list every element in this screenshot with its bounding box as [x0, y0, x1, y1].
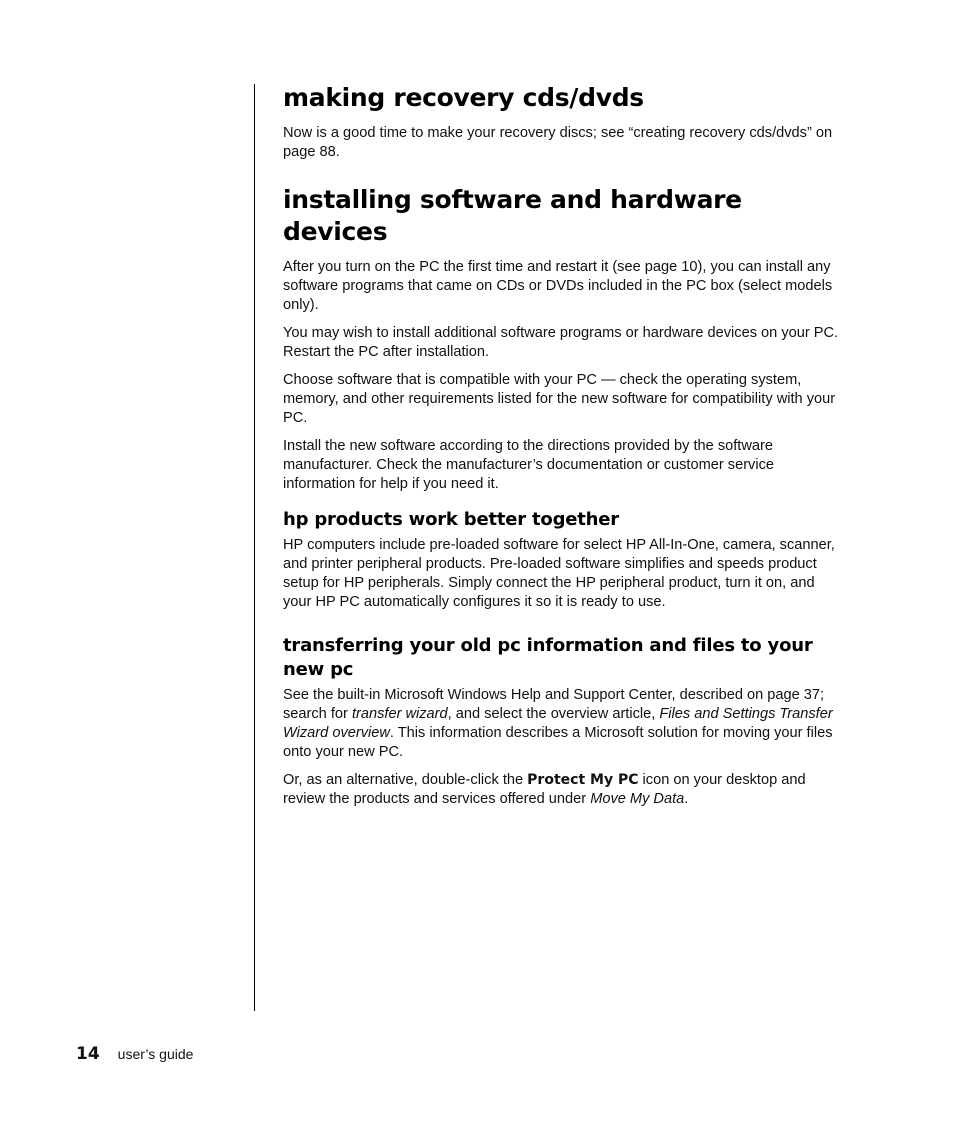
- emphasis-move-my-data: Move My Data: [590, 791, 685, 807]
- page-footer: [76, 1044, 193, 1064]
- text-run: icon on your desktop and review the products and services offered under: [283, 772, 806, 807]
- page-content: [283, 82, 843, 818]
- text-run: See the built-in Microsoft Windows Help and Support Center, described on page 37; search for: [283, 687, 825, 722]
- text-run: Or, as an alternative, double-click the: [283, 772, 528, 788]
- emphasis-transfer-wizard: transfer wizard: [351, 706, 448, 722]
- hp-products-paragraph: HP computers include pre-loaded software for select HP All-In-One, camera, scanner, and printer peripheral products. Pre-loaded software simplifies and speeds product setup for HP peripherals. Simply connect the HP peripheral product, turn it on, and your HP PC automatically configures it so it is ready to use.: [283, 537, 835, 610]
- text-run: . This information describes a Microsoft solution for moving your files onto your new PC.: [283, 725, 833, 760]
- emphasis-article-title: Files and Settings Transfer Wizard overview: [283, 706, 833, 741]
- text-run: .: [684, 791, 689, 807]
- recovery-paragraph: Now is a good time to make your recovery discs; see “creating recovery cds/dvds” on page 88.: [283, 125, 833, 160]
- installing-paragraph-1: After you turn on the PC the first time and restart it (see page 10), you can install any software programs that came on CDs or DVDs included in the PC box (select models only).: [283, 259, 833, 313]
- heading-installing: installing software and hardware devices: [283, 185, 742, 246]
- installing-paragraph-2: You may wish to install additional software programs or hardware devices on your PC. Restart the PC after installation.: [283, 325, 839, 360]
- heading-hp-products: hp products work better together: [283, 509, 619, 530]
- text-run: , and select the overview article,: [447, 706, 660, 722]
- transferring-paragraph-2: [283, 771, 843, 809]
- bold-protect-my-pc: Protect My PC: [527, 772, 639, 788]
- installing-paragraph-3: Choose software that is compatible with your PC — check the operating system, memory, and other requirements listed for the new software for compatibility with your PC.: [283, 372, 836, 426]
- transferring-paragraph-1: [283, 686, 843, 762]
- footer-label: user’s guide: [117, 1046, 194, 1062]
- heading-recovery: making recovery cds/dvds: [283, 83, 644, 112]
- page-number: 14: [76, 1044, 100, 1064]
- installing-paragraph-4: Install the new software according to the directions provided by the software manufacturer. Check the manufacturer’s documentation or customer service information for help if you need it.: [283, 438, 775, 492]
- heading-transferring: transferring your old pc information and files to your new pc: [283, 635, 813, 680]
- margin-rule: [254, 84, 255, 1011]
